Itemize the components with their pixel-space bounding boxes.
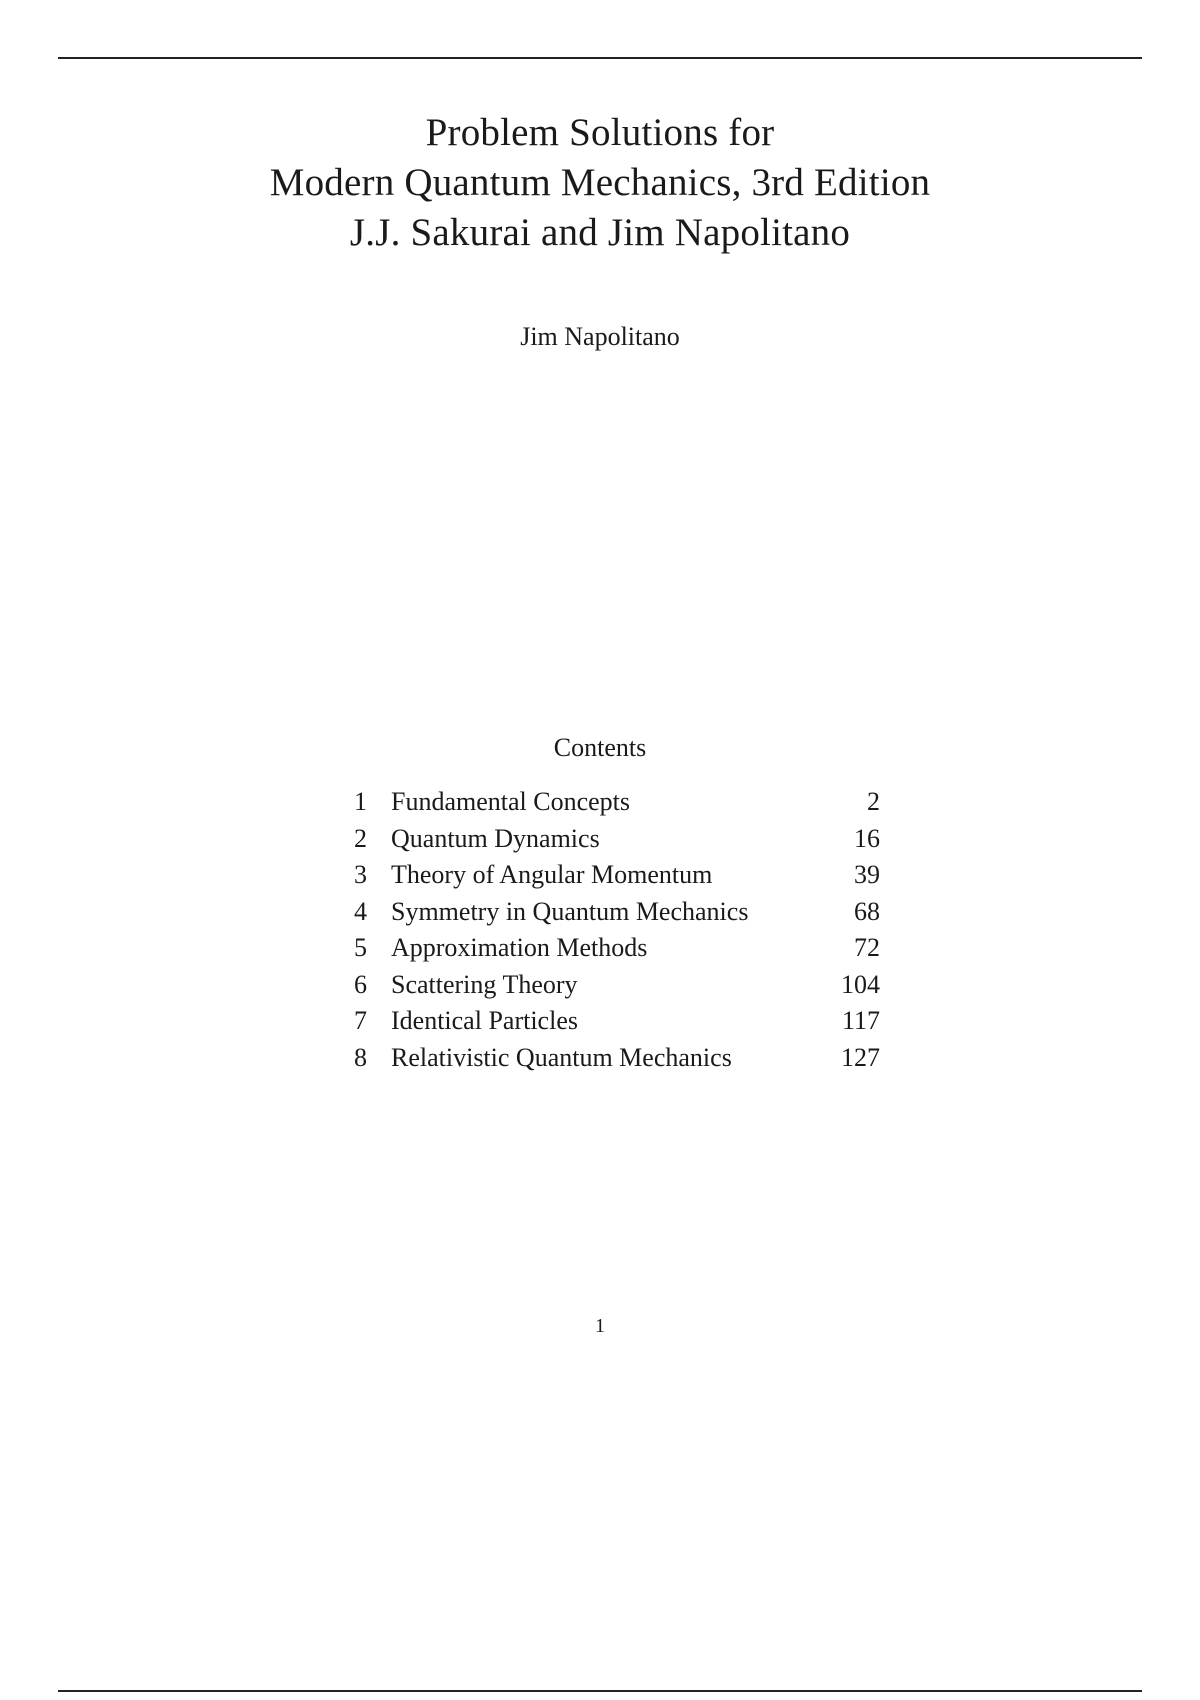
author-name: Jim Napolitano (520, 322, 680, 351)
toc-chapter-title: Scattering Theory (391, 969, 578, 999)
toc-page-number: 72 (854, 933, 880, 962)
toc-chapter-number: 3 (354, 860, 367, 889)
toc-entry[interactable] (340, 967, 880, 1004)
toc-chapter-number: 7 (354, 1006, 367, 1035)
toc-chapter-title: Symmetry in Quantum Mechanics (391, 896, 749, 926)
table-of-contents (340, 784, 880, 1076)
toc-page-number: 117 (841, 1006, 880, 1035)
toc-chapter-title: Relativistic Quantum Mechanics (391, 1042, 732, 1072)
toc-chapter-title: Approximation Methods (391, 933, 648, 962)
toc-page-number: 68 (854, 896, 880, 926)
toc-entry[interactable] (340, 930, 880, 967)
toc-chapter-title: Identical Particles (391, 1006, 578, 1035)
bottom-rule (58, 1690, 1142, 1692)
toc-chapter-title: Fundamental Concepts (391, 787, 631, 816)
toc-entry[interactable] (340, 1003, 880, 1040)
toc-page-number: 16 (854, 823, 880, 853)
title-line: Modern Quantum Mechanics, 3rd Edition (269, 161, 931, 204)
top-rule (58, 57, 1142, 59)
title-block (0, 108, 1200, 258)
toc-chapter-title: Quantum Dynamics (391, 823, 600, 853)
title-line: J.J. Sakurai and Jim Napolitano (349, 211, 851, 254)
toc-chapter-number: 4 (354, 896, 367, 926)
toc-entry[interactable] (340, 821, 880, 858)
toc-page-number: 39 (854, 860, 880, 889)
toc-entry[interactable] (340, 784, 880, 821)
toc-entry[interactable] (340, 1040, 880, 1077)
toc-page-number: 104 (841, 969, 880, 999)
title-line: Problem Solutions for (425, 111, 775, 154)
contents-heading: Contents (553, 733, 647, 762)
toc-page-number: 127 (841, 1042, 880, 1072)
toc-chapter-number: 5 (354, 933, 367, 962)
page-number: 1 (595, 1315, 605, 1337)
toc-chapter-number: 1 (354, 787, 367, 816)
toc-entry[interactable] (340, 857, 880, 894)
toc-entry[interactable] (340, 894, 880, 931)
toc-chapter-title: Theory of Angular Momentum (391, 860, 713, 889)
toc-chapter-number: 2 (354, 823, 367, 853)
toc-chapter-number: 6 (354, 969, 367, 999)
toc-chapter-number: 8 (354, 1042, 367, 1072)
toc-page-number: 2 (867, 787, 880, 816)
